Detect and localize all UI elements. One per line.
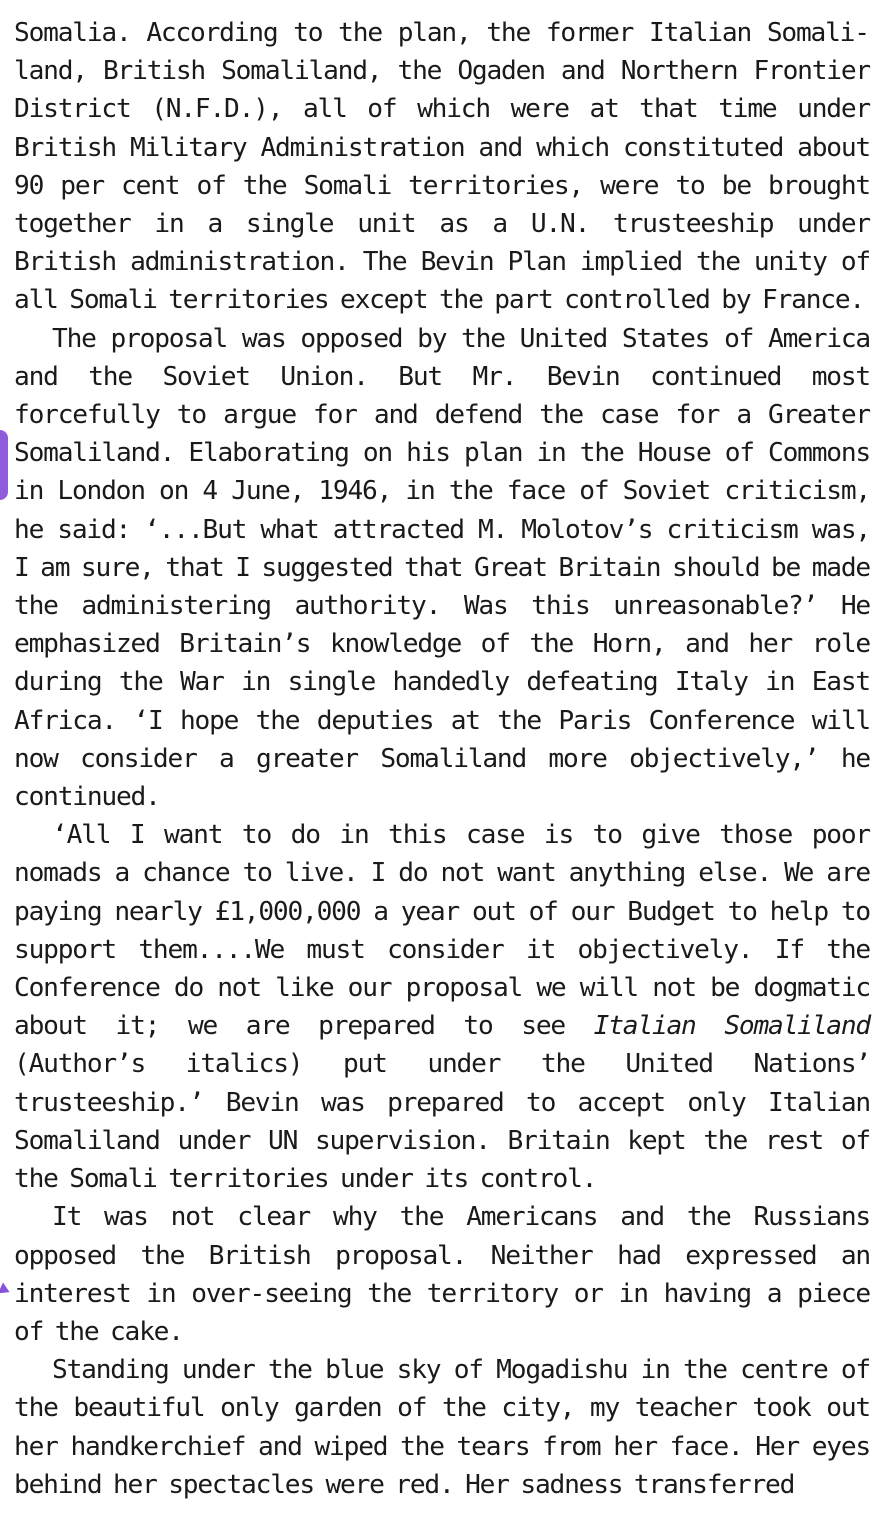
paragraph-1-text: Somalia. According to the plan, the former Italian Somaliland, British Somaliland, the Ogaden and Northern Frontier District (N.F.D.), all of which were at that time under British Military Administration and which constituted about 90 per cent of the Somali territories, were to be brought together in a single unit as a U.N. trusteeship under British administration. The Bevin Plan implied the unity of all Somali territories except the part controlled by France.	[14, 18, 870, 316]
paragraph-3-text-end: (Author’s italics) put under the United Nations’ trusteeship.’ Bevin was prepared to accept only Italian Somaliland under UN supervision. Britain kept the rest of the Somali territories under its control.	[14, 1049, 870, 1195]
paragraph-4	[14, 1198, 870, 1351]
paragraph-2-text: The proposal was opposed by the United States of America and the Soviet Union. But Mr. Bevin continued most forcefully to argue for and defend the case for a Greater Somaliland. Elaborating on his plan in the House of Commons in London on 4 June, 1946, in the face of Soviet criticism, he said: ‘...But what attracted M. Molotov’s criticism was, I am sure, that I suggested that Great Britain should be made the administering authority. Was this unreasonable?’ He emphasized Britain’s knowledge of the Horn, and her role during the War in single handedly defeating Italy in East Africa. ‘I hope the deputies at the Paris Conference will now consider a greater Somaliland more objectively,’ he continued.	[14, 323, 870, 813]
paragraph-5	[14, 1351, 870, 1504]
paragraph-3	[14, 816, 870, 1198]
paragraph-4-text: It was not clear why the Americans and the Russians opposed the British proposal. Neither had expressed an interest in over-seeing the territory or in having a piece of the cake.	[14, 1202, 870, 1347]
paragraph-1	[14, 14, 870, 320]
paragraph-3-italic-text: Italian Somaliland	[593, 1011, 870, 1042]
paragraph-5-text: Standing under the blue sky of Mogadishu in the centre of the beautiful only garden of the city, my teacher took out her handkerchief and wiped the tears from her face. Her eyes behind her spectacles were red. Her sadness transferred	[14, 1355, 870, 1500]
paragraph-3-text-start: ‘All I want to do in this case is to give those poor nomads a chance to live. I do not want anything else. We are paying nearly £1,000,000 a year out of our Budget to help to support them....We must consider it objectively. If the Conference do not like our proposal we will not be dogmatic about it; we are prepared to see	[14, 820, 870, 1042]
document-page	[14, 14, 870, 1504]
paragraph-2	[14, 320, 870, 817]
page-edge-arrow-mark	[0, 1282, 12, 1297]
page-edge-mark	[0, 430, 8, 500]
